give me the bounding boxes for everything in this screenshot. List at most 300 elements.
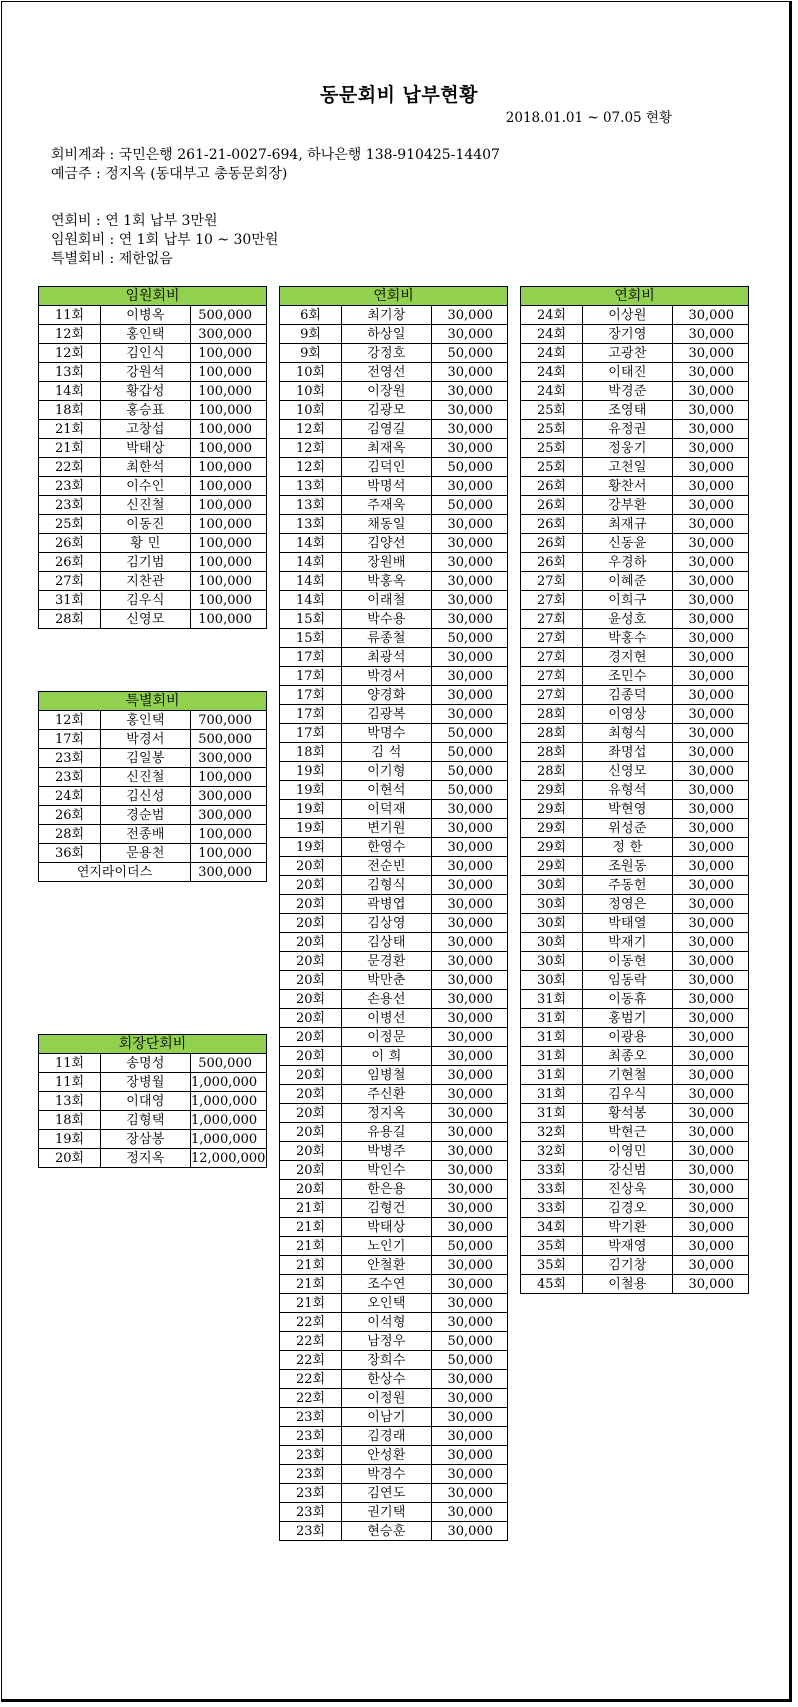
amount: 30,000 <box>432 1522 508 1541</box>
amount: 30,000 <box>673 781 749 800</box>
class-year: 24회 <box>39 787 101 806</box>
account-line: 회비계좌 : 국민은행 261-21-0027-694, 하나은행 138-910425-14407 <box>51 147 500 163</box>
class-year: 23회 <box>280 1446 342 1465</box>
table-row <box>39 572 267 591</box>
amount: 30,000 <box>673 1009 749 1028</box>
table-row <box>521 1066 749 1085</box>
class-year: 20회 <box>280 952 342 971</box>
class-year: 24회 <box>521 363 583 382</box>
class-year: 27회 <box>521 648 583 667</box>
amount: 100,000 <box>191 344 267 363</box>
member-name: 박재기 <box>583 933 673 952</box>
amount: 30,000 <box>432 1370 508 1389</box>
amount: 50,000 <box>432 458 508 477</box>
amount: 30,000 <box>432 1066 508 1085</box>
class-year: 31회 <box>521 1104 583 1123</box>
class-year: 30회 <box>521 895 583 914</box>
table-row <box>39 344 267 363</box>
amount: 500,000 <box>191 306 267 325</box>
class-year: 19회 <box>39 1130 101 1149</box>
amount: 30,000 <box>432 553 508 572</box>
table-row <box>521 1180 749 1199</box>
table-row <box>521 629 749 648</box>
table-row <box>521 857 749 876</box>
class-year: 13회 <box>280 477 342 496</box>
amount: 100,000 <box>191 439 267 458</box>
amount: 1,000,000 <box>191 1130 267 1149</box>
member-name: 정지옥 <box>342 1104 432 1123</box>
member-name: 장희수 <box>342 1351 432 1370</box>
table-row <box>521 876 749 895</box>
amount: 50,000 <box>432 1332 508 1351</box>
member-name: 이병선 <box>342 1009 432 1028</box>
table-row <box>521 743 749 762</box>
member-name: 김 석 <box>342 743 432 762</box>
table-header: 연회비 <box>280 287 508 306</box>
class-year: 20회 <box>280 1123 342 1142</box>
table-row <box>280 800 508 819</box>
amount: 30,000 <box>673 1161 749 1180</box>
amount: 30,000 <box>673 990 749 1009</box>
class-year: 20회 <box>280 1180 342 1199</box>
amount: 30,000 <box>432 1446 508 1465</box>
table-header: 특별회비 <box>39 692 267 711</box>
member-name: 경순범 <box>101 806 191 825</box>
member-name: 문경환 <box>342 952 432 971</box>
class-year: 28회 <box>521 705 583 724</box>
amount: 300,000 <box>191 863 267 882</box>
member-name: 김광모 <box>342 401 432 420</box>
table-row <box>280 1047 508 1066</box>
table-row <box>521 1237 749 1256</box>
member-name: 김덕인 <box>342 458 432 477</box>
member-name: 주신환 <box>342 1085 432 1104</box>
member-name: 유형석 <box>583 781 673 800</box>
amount: 30,000 <box>432 1484 508 1503</box>
member-name: 최기창 <box>342 306 432 325</box>
member-name: 진상욱 <box>583 1180 673 1199</box>
member-name: 김기범 <box>101 553 191 572</box>
table-row <box>280 971 508 990</box>
amount: 30,000 <box>673 458 749 477</box>
member-name: 조원동 <box>583 857 673 876</box>
table-row <box>39 591 267 610</box>
table-row <box>521 705 749 724</box>
member-name: 신영모 <box>583 762 673 781</box>
class-year: 31회 <box>521 990 583 1009</box>
amount: 30,000 <box>673 1104 749 1123</box>
table-row <box>280 1161 508 1180</box>
amount: 30,000 <box>432 1313 508 1332</box>
amount: 30,000 <box>673 591 749 610</box>
table-row <box>280 705 508 724</box>
table-row <box>280 1009 508 1028</box>
depositor-line: 예금주 : 정지옥 (동대부고 총동문회장) <box>51 166 288 182</box>
class-year: 19회 <box>280 762 342 781</box>
class-year: 9회 <box>280 344 342 363</box>
class-year: 33회 <box>521 1180 583 1199</box>
amount: 100,000 <box>191 496 267 515</box>
table-row <box>280 1294 508 1313</box>
amount: 30,000 <box>432 933 508 952</box>
member-name: 김인식 <box>101 344 191 363</box>
class-year: 26회 <box>521 534 583 553</box>
table-row <box>521 990 749 1009</box>
amount: 100,000 <box>191 610 267 629</box>
class-year: 35회 <box>521 1237 583 1256</box>
amount: 30,000 <box>432 952 508 971</box>
amount: 30,000 <box>432 990 508 1009</box>
amount: 100,000 <box>191 477 267 496</box>
member-name: 박기환 <box>583 1218 673 1237</box>
class-year: 22회 <box>280 1389 342 1408</box>
table-row <box>521 420 749 439</box>
table-row <box>280 496 508 515</box>
table-row <box>521 1009 749 1028</box>
amount: 30,000 <box>673 971 749 990</box>
table-row <box>280 1237 508 1256</box>
table-row <box>280 306 508 325</box>
table-row <box>280 458 508 477</box>
class-year: 45회 <box>521 1275 583 1294</box>
amount: 30,000 <box>673 1180 749 1199</box>
class-year: 23회 <box>39 496 101 515</box>
member-name: 이동진 <box>101 515 191 534</box>
member-name: 박태상 <box>342 1218 432 1237</box>
member-name: 우경하 <box>583 553 673 572</box>
class-year: 12회 <box>280 458 342 477</box>
table-row <box>521 477 749 496</box>
class-year: 17회 <box>280 648 342 667</box>
amount: 30,000 <box>432 1199 508 1218</box>
table-row <box>521 819 749 838</box>
table-row <box>280 439 508 458</box>
class-year: 28회 <box>521 762 583 781</box>
table-row <box>39 496 267 515</box>
class-year: 34회 <box>521 1218 583 1237</box>
member-name: 이덕재 <box>342 800 432 819</box>
amount: 100,000 <box>191 363 267 382</box>
member-name: 정 한 <box>583 838 673 857</box>
class-year: 27회 <box>521 591 583 610</box>
table-row <box>39 382 267 401</box>
amount: 30,000 <box>673 895 749 914</box>
amount: 30,000 <box>432 819 508 838</box>
member-name: 이래철 <box>342 591 432 610</box>
class-year: 27회 <box>521 686 583 705</box>
class-year: 24회 <box>521 325 583 344</box>
amount: 30,000 <box>432 971 508 990</box>
table-row <box>280 1199 508 1218</box>
amount: 30,000 <box>673 1028 749 1047</box>
class-year: 24회 <box>521 382 583 401</box>
member-name: 김종덕 <box>583 686 673 705</box>
member-name: 윤성호 <box>583 610 673 629</box>
class-year: 22회 <box>280 1313 342 1332</box>
table-row <box>39 1073 267 1092</box>
amount: 30,000 <box>432 1218 508 1237</box>
class-year: 20회 <box>280 876 342 895</box>
class-year: 17회 <box>39 730 101 749</box>
amount: 30,000 <box>673 1218 749 1237</box>
table-row <box>280 1370 508 1389</box>
table-row <box>521 762 749 781</box>
member-name: 고천일 <box>583 458 673 477</box>
table-row <box>280 1180 508 1199</box>
member-name: 최재옥 <box>342 439 432 458</box>
class-year: 29회 <box>521 819 583 838</box>
class-year: 19회 <box>280 800 342 819</box>
table-row <box>39 1149 267 1168</box>
table-row <box>280 1028 508 1047</box>
member-name: 김일봉 <box>101 749 191 768</box>
amount: 30,000 <box>432 876 508 895</box>
table-row <box>280 1275 508 1294</box>
member-name: 이상원 <box>583 306 673 325</box>
class-year: 22회 <box>280 1332 342 1351</box>
amount: 30,000 <box>673 496 749 515</box>
table-row <box>280 1123 508 1142</box>
member-name: 이기형 <box>342 762 432 781</box>
table-row <box>280 591 508 610</box>
amount: 100,000 <box>191 382 267 401</box>
officer-fee-table <box>38 286 267 629</box>
class-year: 13회 <box>280 515 342 534</box>
table-row <box>39 711 267 730</box>
table-row <box>521 686 749 705</box>
member-name: 김상태 <box>342 933 432 952</box>
member-name: 박현영 <box>583 800 673 819</box>
table-row <box>280 401 508 420</box>
table-row <box>280 1446 508 1465</box>
member-name: 유용길 <box>342 1123 432 1142</box>
class-year: 36회 <box>39 844 101 863</box>
class-year: 11회 <box>39 306 101 325</box>
class-year: 31회 <box>521 1009 583 1028</box>
member-name: 황석봉 <box>583 1104 673 1123</box>
class-year: 21회 <box>280 1294 342 1313</box>
class-year: 26회 <box>39 534 101 553</box>
member-name: 이희구 <box>583 591 673 610</box>
amount: 30,000 <box>673 306 749 325</box>
table-row <box>280 648 508 667</box>
amount: 50,000 <box>432 496 508 515</box>
member-name: 조수연 <box>342 1275 432 1294</box>
member-name: 최종오 <box>583 1047 673 1066</box>
member-name: 이현석 <box>342 781 432 800</box>
member-name: 전종배 <box>101 825 191 844</box>
table-row <box>280 876 508 895</box>
amount: 30,000 <box>432 914 508 933</box>
amount: 30,000 <box>432 857 508 876</box>
table-row <box>39 806 267 825</box>
table-row <box>280 914 508 933</box>
class-year: 25회 <box>521 401 583 420</box>
class-year: 20회 <box>280 1028 342 1047</box>
member-name: 강원석 <box>101 363 191 382</box>
amount: 30,000 <box>673 724 749 743</box>
class-year: 19회 <box>280 819 342 838</box>
table-row <box>39 477 267 496</box>
member-name: 지찬관 <box>101 572 191 591</box>
member-name: 강부환 <box>583 496 673 515</box>
class-year: 20회 <box>280 1009 342 1028</box>
member-name: 김연도 <box>342 1484 432 1503</box>
class-year: 30회 <box>521 933 583 952</box>
member-name: 김양선 <box>342 534 432 553</box>
member-name: 곽병엽 <box>342 895 432 914</box>
amount: 50,000 <box>432 781 508 800</box>
table-row <box>280 781 508 800</box>
class-year: 19회 <box>280 781 342 800</box>
table-row <box>521 515 749 534</box>
class-year: 15회 <box>280 629 342 648</box>
member-name: 장병월 <box>101 1073 191 1092</box>
member-name: 전영선 <box>342 363 432 382</box>
table-row <box>39 1111 267 1130</box>
table-row <box>39 325 267 344</box>
table-row <box>39 844 267 863</box>
member-name: 남정우 <box>342 1332 432 1351</box>
table-header: 회장단회비 <box>39 1035 267 1054</box>
table-row <box>521 1199 749 1218</box>
table-row <box>280 857 508 876</box>
amount: 30,000 <box>673 1237 749 1256</box>
member-name: 이수인 <box>101 477 191 496</box>
table-row <box>521 895 749 914</box>
member-name: 류종철 <box>342 629 432 648</box>
table-row <box>280 1522 508 1541</box>
class-year: 20회 <box>280 990 342 1009</box>
member-name: 이석형 <box>342 1313 432 1332</box>
member-name: 박경수 <box>342 1465 432 1484</box>
class-year: 12회 <box>39 711 101 730</box>
table-row <box>39 768 267 787</box>
amount: 100,000 <box>191 825 267 844</box>
amount: 30,000 <box>673 344 749 363</box>
table-row <box>280 743 508 762</box>
class-year: 28회 <box>39 825 101 844</box>
class-year: 20회 <box>39 1149 101 1168</box>
member-name: 이광용 <box>583 1028 673 1047</box>
amount: 30,000 <box>432 591 508 610</box>
class-year: 14회 <box>280 572 342 591</box>
class-year: 22회 <box>280 1351 342 1370</box>
class-year: 20회 <box>280 895 342 914</box>
class-year: 32회 <box>521 1142 583 1161</box>
member-name: 황찬서 <box>583 477 673 496</box>
class-year: 25회 <box>521 439 583 458</box>
amount: 30,000 <box>432 420 508 439</box>
class-year: 11회 <box>39 1073 101 1092</box>
table-row <box>280 1218 508 1237</box>
amount: 500,000 <box>191 1054 267 1073</box>
member-name: 최형식 <box>583 724 673 743</box>
member-name: 박현근 <box>583 1123 673 1142</box>
amount: 30,000 <box>673 553 749 572</box>
class-year: 10회 <box>280 401 342 420</box>
table-row <box>280 838 508 857</box>
amount: 30,000 <box>673 1199 749 1218</box>
member-name: 박경준 <box>583 382 673 401</box>
table-row <box>280 382 508 401</box>
table-row <box>280 572 508 591</box>
table-row <box>280 1332 508 1351</box>
class-year: 13회 <box>280 496 342 515</box>
member-name: 송명성 <box>101 1054 191 1073</box>
amount: 30,000 <box>673 610 749 629</box>
amount: 30,000 <box>673 952 749 971</box>
table-row <box>280 1104 508 1123</box>
member-name: 홍인택 <box>101 325 191 344</box>
amount: 30,000 <box>432 401 508 420</box>
member-name: 임동락 <box>583 971 673 990</box>
amount: 50,000 <box>432 1351 508 1370</box>
class-year: 23회 <box>280 1427 342 1446</box>
class-year: 20회 <box>280 857 342 876</box>
class-year: 23회 <box>39 477 101 496</box>
table-row <box>39 420 267 439</box>
amount: 30,000 <box>432 325 508 344</box>
member-name: 주동헌 <box>583 876 673 895</box>
table-row <box>521 933 749 952</box>
amount: 50,000 <box>432 724 508 743</box>
president-fee-table <box>38 1034 267 1168</box>
amount: 30,000 <box>432 610 508 629</box>
table-row <box>521 952 749 971</box>
class-year: 21회 <box>39 439 101 458</box>
class-year: 14회 <box>280 591 342 610</box>
member-name: 장기영 <box>583 325 673 344</box>
amount: 30,000 <box>432 1161 508 1180</box>
amount: 30,000 <box>432 439 508 458</box>
member-name: 현승훈 <box>342 1522 432 1541</box>
member-name: 경지현 <box>583 648 673 667</box>
member-name: 양경화 <box>342 686 432 705</box>
member-name: 김기창 <box>583 1256 673 1275</box>
table-row <box>521 1028 749 1047</box>
amount: 30,000 <box>673 857 749 876</box>
member-name: 하상일 <box>342 325 432 344</box>
member-name: 황갑성 <box>101 382 191 401</box>
amount: 300,000 <box>191 325 267 344</box>
member-name: 정지옥 <box>101 1149 191 1168</box>
member-name: 이철용 <box>583 1275 673 1294</box>
member-name: 임병철 <box>342 1066 432 1085</box>
table-row <box>280 667 508 686</box>
class-year: 30회 <box>521 952 583 971</box>
amount: 100,000 <box>191 534 267 553</box>
member-name: 안철환 <box>342 1256 432 1275</box>
member-name: 최광석 <box>342 648 432 667</box>
table-row <box>521 1047 749 1066</box>
member-name: 손용선 <box>342 990 432 1009</box>
member-name: 김영길 <box>342 420 432 439</box>
class-year: 30회 <box>521 876 583 895</box>
amount: 30,000 <box>673 515 749 534</box>
class-year: 23회 <box>280 1408 342 1427</box>
amount: 100,000 <box>191 844 267 863</box>
member-name: 김경오 <box>583 1199 673 1218</box>
amount: 30,000 <box>673 705 749 724</box>
table-row <box>280 629 508 648</box>
table-row <box>39 787 267 806</box>
member-name: 조영태 <box>583 401 673 420</box>
amount: 1,000,000 <box>191 1092 267 1111</box>
member-name: 김광복 <box>342 705 432 724</box>
table-row <box>39 1054 267 1073</box>
member-name: 신진철 <box>101 768 191 787</box>
